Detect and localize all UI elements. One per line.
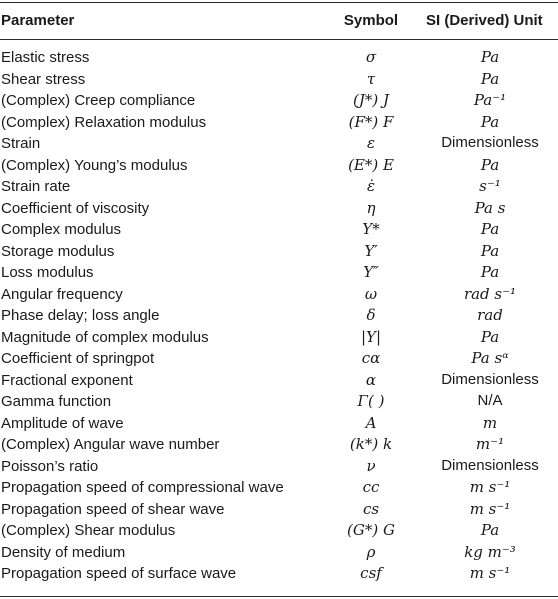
cell-unit: Pa	[480, 263, 500, 281]
table-row	[0, 262, 558, 284]
header-parameter: Parameter	[1, 12, 75, 29]
cell-parameter: Coefficient of viscosity	[1, 199, 150, 217]
cell-parameter: Loss modulus	[1, 264, 94, 281]
cell-unit: m s⁻¹	[469, 564, 511, 582]
table-row	[0, 413, 558, 435]
table-header-row	[0, 2, 558, 39]
table-row	[0, 69, 558, 91]
cell-unit: m s⁻¹	[469, 499, 511, 518]
cell-unit: s⁻¹	[479, 177, 501, 195]
cell-unit: Pa	[480, 220, 500, 238]
table-row	[0, 520, 558, 542]
table-row	[0, 370, 558, 392]
cell-unit: Dimensionless	[441, 134, 539, 151]
cell-symbol: δ	[366, 306, 376, 324]
table-row	[0, 391, 558, 413]
cell-symbol: csf	[360, 564, 382, 582]
cell-unit: m s⁻¹	[469, 478, 511, 496]
table-row	[0, 90, 558, 112]
cell-symbol: Y*	[362, 220, 380, 238]
cell-symbol: (G*) G	[347, 521, 395, 539]
cell-symbol: (k*) k	[349, 435, 393, 453]
cell-symbol: |Y|	[360, 327, 381, 346]
cell-parameter: Coefficient of springpot	[1, 350, 155, 367]
table-row	[0, 112, 558, 134]
cell-parameter: (Complex) Creep compliance	[1, 92, 196, 109]
cell-unit: Pa sᵅ	[471, 349, 509, 367]
table-row	[0, 133, 558, 155]
cell-parameter: (Complex) Young’s modulus	[1, 156, 188, 174]
cell-symbol: ν	[366, 456, 376, 475]
cell-symbol: Y″	[363, 263, 379, 281]
cell-parameter: Propagation speed of shear wave	[1, 500, 225, 518]
cell-parameter: Strain rate	[1, 178, 71, 195]
table-row	[0, 477, 558, 499]
cell-parameter: Elastic stress	[1, 49, 90, 66]
cell-parameter: (Complex) Angular wave number	[1, 436, 220, 453]
table-row	[0, 284, 558, 306]
table-row	[0, 542, 558, 564]
cell-parameter: (Complex) Relaxation modulus	[1, 113, 207, 131]
cell-symbol: cα	[361, 349, 381, 367]
table-row	[0, 434, 558, 456]
table-body	[0, 47, 558, 585]
cell-parameter: Poisson’s ratio	[1, 457, 99, 475]
cell-parameter: Amplitude of wave	[1, 414, 124, 432]
cell-unit: Pa	[480, 69, 500, 88]
cell-unit: Pa	[480, 112, 500, 131]
table-row	[0, 499, 558, 521]
table-row	[0, 563, 558, 585]
cell-symbol: cc	[362, 478, 380, 496]
cell-unit: Pa s	[474, 198, 506, 217]
cell-symbol: (E*) E	[348, 155, 394, 174]
cell-parameter: Phase delay; loss angle	[1, 307, 160, 324]
cell-symbol: η	[366, 198, 376, 217]
header-symbol: Symbol	[343, 12, 399, 29]
cell-symbol: ω	[364, 284, 378, 303]
cell-symbol: (F*) F	[348, 112, 394, 131]
cell-parameter: Density of medium	[1, 543, 126, 561]
cell-symbol: ε	[366, 134, 376, 152]
table-row	[0, 456, 558, 478]
cell-symbol: (J*) J	[353, 91, 389, 109]
cell-symbol: ρ	[366, 542, 376, 561]
table-bottom-rule	[0, 596, 558, 597]
cell-unit: Pa	[480, 521, 500, 539]
cell-unit: Dimensionless	[441, 370, 539, 388]
cell-parameter: Angular frequency	[1, 285, 123, 303]
table-row	[0, 327, 558, 349]
cell-symbol: cs	[362, 499, 380, 518]
cell-symbol: Y′	[364, 241, 378, 260]
cell-unit: Pa	[480, 241, 500, 260]
cell-symbol: A	[365, 413, 377, 432]
table-row	[0, 305, 558, 327]
cell-parameter: Storage modulus	[1, 242, 115, 260]
cell-unit: Dimensionless	[441, 456, 539, 474]
cell-parameter: Shear stress	[1, 70, 86, 88]
cell-symbol: ε̇	[366, 177, 376, 195]
cell-symbol: Γ( )	[357, 392, 385, 410]
cell-parameter: Gamma function	[1, 393, 112, 410]
cell-parameter: Strain	[1, 135, 41, 152]
cell-parameter: Propagation speed of compressional wave	[1, 479, 284, 496]
table-row	[0, 219, 558, 241]
table-row	[0, 47, 558, 69]
cell-parameter: Propagation speed of surface wave	[1, 565, 237, 582]
header-unit: SI (Derived) Unit	[426, 12, 543, 29]
cell-unit: Pa	[480, 155, 500, 174]
cell-parameter: Complex modulus	[1, 221, 122, 238]
cell-unit: m	[482, 413, 498, 432]
cell-unit: kg m⁻³	[464, 542, 516, 561]
cell-symbol: α	[365, 370, 377, 389]
cell-symbol: τ	[366, 69, 376, 88]
cell-parameter: Magnitude of complex modulus	[1, 328, 209, 346]
cell-unit: rad s⁻¹	[463, 284, 517, 303]
cell-parameter: (Complex) Shear modulus	[1, 522, 176, 539]
cell-unit: Pa	[480, 48, 500, 66]
cell-unit: Pa⁻¹	[473, 91, 507, 109]
table-row	[0, 241, 558, 263]
cell-unit: Pa	[480, 327, 500, 346]
cell-symbol: σ	[365, 48, 377, 66]
cell-unit: rad	[477, 306, 503, 324]
cell-parameter: Fractional exponent	[1, 371, 133, 389]
cell-unit: N/A	[477, 392, 503, 409]
table-row	[0, 198, 558, 220]
table-header-rule	[0, 39, 558, 40]
cell-unit: m⁻¹	[475, 435, 505, 453]
table-row	[0, 155, 558, 177]
table-row	[0, 176, 558, 198]
table-row	[0, 348, 558, 370]
